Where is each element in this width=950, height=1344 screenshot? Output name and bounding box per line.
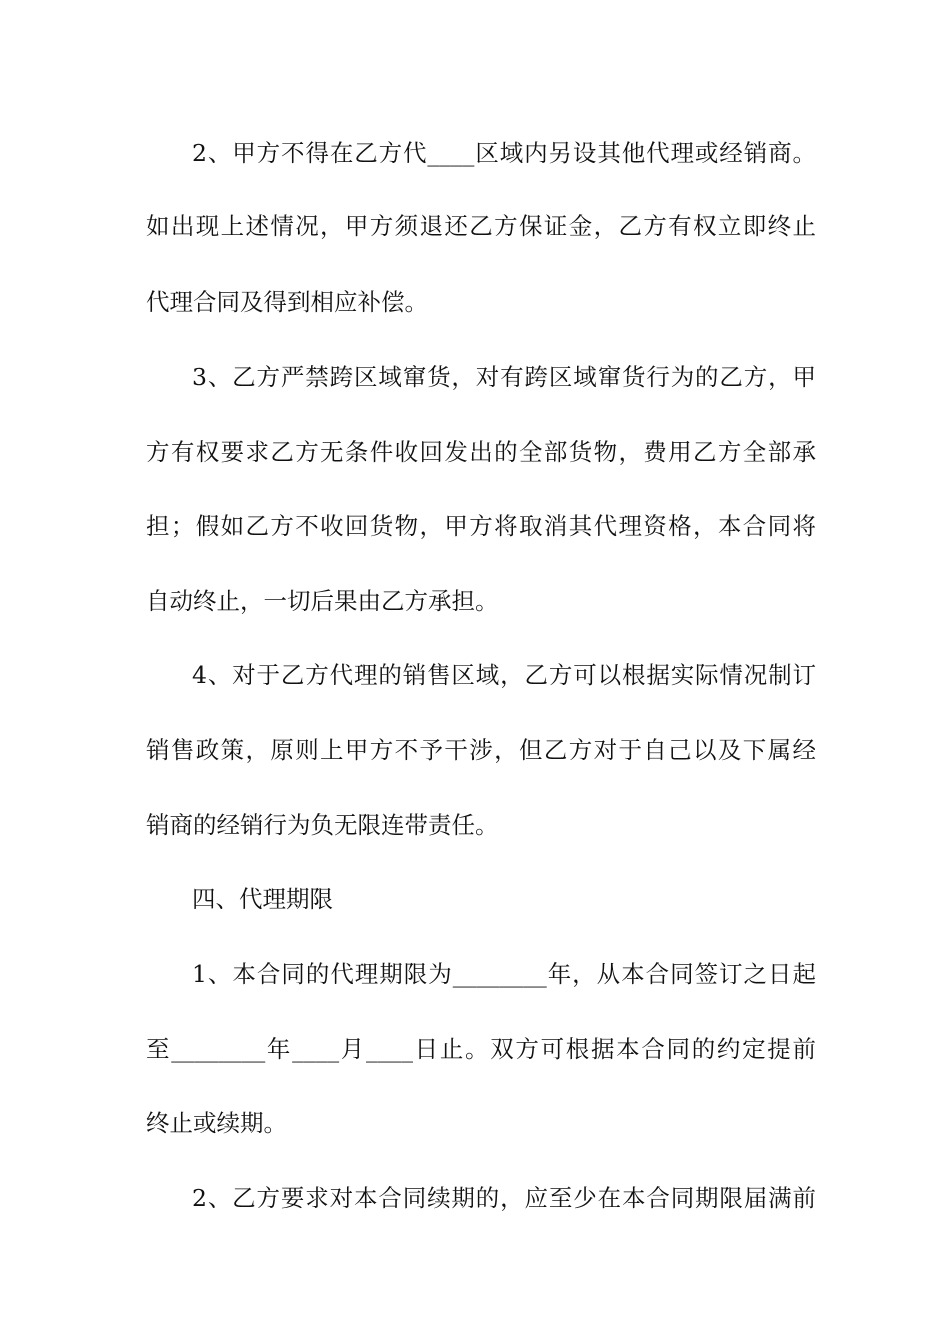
paragraph-line: 1、本合同的代理期限为________年，从本合同签订之日起 bbox=[192, 960, 816, 988]
paragraph-line: 销售政策，原则上甲方不予干涉，但乙方对于自己以及下属经 bbox=[146, 736, 816, 764]
paragraph-line: 至________年____月____日止。双方可根据本合同的约定提前 bbox=[146, 1035, 816, 1063]
paragraph-line: 担；假如乙方不收回货物，甲方将取消其代理资格，本合同将 bbox=[146, 512, 816, 540]
paragraph-line: 销商的经销行为负无限连带责任。 bbox=[146, 811, 499, 839]
section-heading: 四、代理期限 bbox=[192, 885, 333, 913]
paragraph-line: 如出现上述情况，甲方须退还乙方保证金，乙方有权立即终止 bbox=[146, 212, 816, 240]
paragraph-line: 4、对于乙方代理的销售区域，乙方可以根据实际情况制订 bbox=[192, 661, 816, 689]
paragraph-line: 自动终止，一切后果由乙方承担。 bbox=[146, 587, 499, 615]
paragraph-line: 代理合同及得到相应补偿。 bbox=[146, 288, 428, 316]
paragraph-line: 终止或续期。 bbox=[146, 1109, 287, 1137]
paragraph-line: 2、乙方要求对本合同续期的，应至少在本合同期限届满前 bbox=[192, 1184, 816, 1212]
paragraph-line: 3、乙方严禁跨区域窜货，对有跨区域窜货行为的乙方，甲 bbox=[192, 363, 816, 391]
paragraph-line: 方有权要求乙方无条件收回发出的全部货物，费用乙方全部承 bbox=[146, 438, 816, 466]
paragraph-line: 2、甲方不得在乙方代____区域内另设其他代理或经销商。 bbox=[192, 139, 816, 167]
